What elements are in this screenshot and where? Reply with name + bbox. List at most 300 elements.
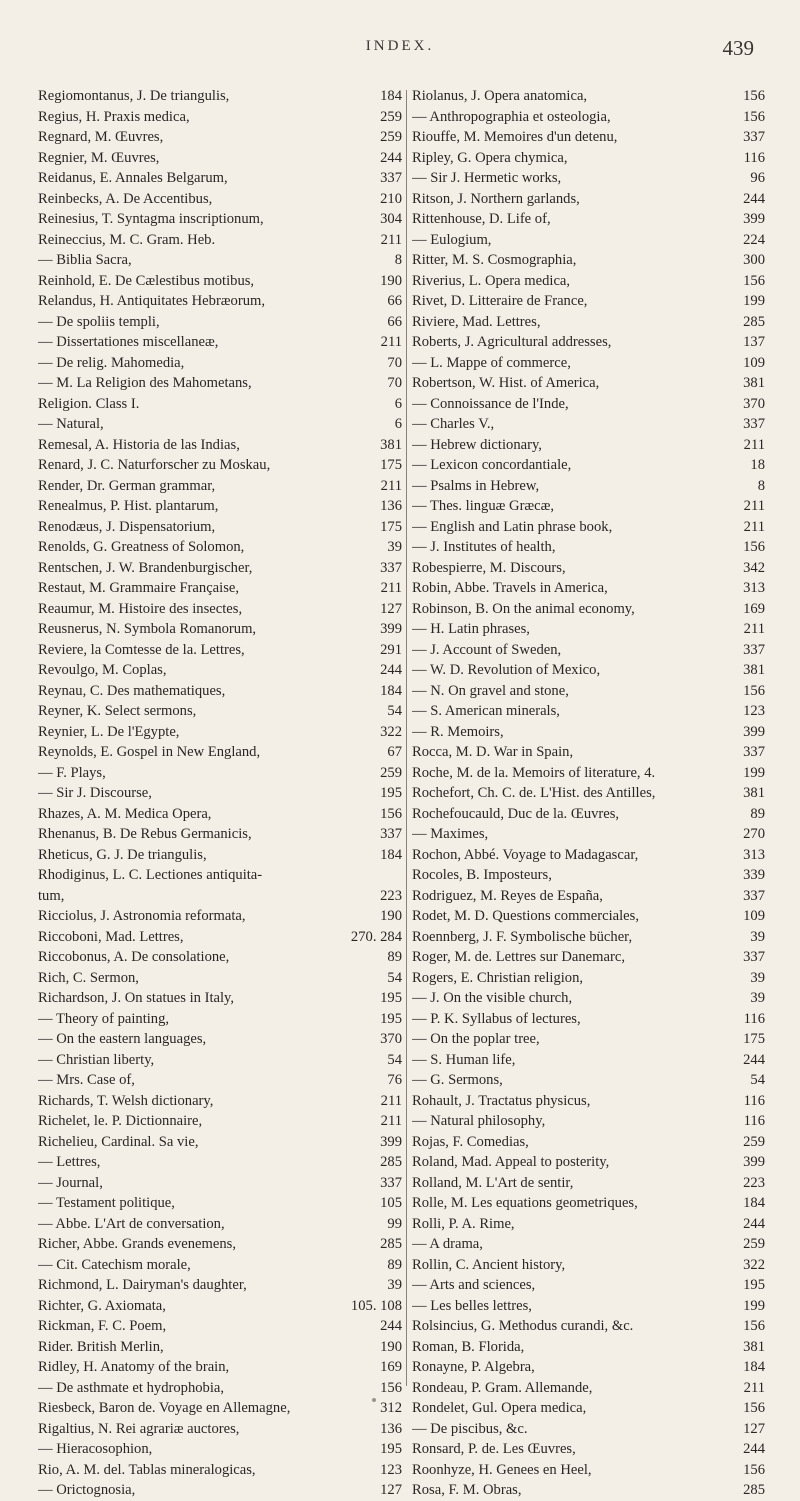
index-entry — [412, 373, 765, 394]
entry-text: — S. Human life, — [412, 1051, 516, 1068]
entry-page-ref: 211 — [380, 477, 402, 494]
entry-page-ref: 190 — [380, 908, 402, 924]
entry-text: Riccoboni, Mad. Lettres, — [38, 928, 184, 945]
index-entry — [38, 1357, 402, 1378]
entry-page-ref: 195 — [743, 1277, 765, 1293]
entry-page-ref: 156 — [743, 682, 765, 699]
index-entry — [38, 906, 402, 927]
entry-text: Rentschen, J. W. Brandenburgischer, — [38, 559, 253, 576]
entry-text: Reinesius, T. Syntagma inscriptionum, — [38, 211, 264, 227]
entry-text: Robertson, W. Hist. of America, — [412, 375, 600, 391]
running-head: INDEX. — [365, 38, 435, 54]
entry-page-ref: 381 — [743, 375, 765, 391]
entry-text: Rolsincius, G. Methodus curandi, &c. — [412, 1318, 634, 1334]
entry-text: Rochefort, Ch. C. de. L'Hist. des Antilles, — [412, 785, 656, 801]
entry-text: Reynau, C. Des mathematiques, — [38, 682, 226, 699]
entry-page-ref: 109 — [743, 354, 765, 371]
entry-page-ref: 211 — [380, 334, 402, 350]
entry-page-ref: 39 — [750, 990, 765, 1006]
entry-page-ref: 322 — [743, 1256, 765, 1273]
entry-page-ref: 156 — [743, 108, 765, 125]
index-entry — [412, 824, 765, 845]
index-entry — [38, 1439, 402, 1460]
entry-page-ref: 322 — [380, 723, 402, 740]
entry-page-ref: 211 — [380, 1113, 402, 1129]
entry-text: — J. Institutes of health, — [412, 539, 556, 555]
entry-text: Rondelet, Gul. Opera medica, — [412, 1400, 587, 1416]
entry-page-ref: 123 — [743, 703, 765, 719]
entry-page-ref: 156 — [380, 1379, 402, 1396]
index-entry — [412, 1378, 765, 1399]
index-entry — [38, 537, 402, 558]
entry-page-ref: 136 — [380, 498, 402, 514]
entry-text: Revoulgo, M. Coplas, — [38, 662, 167, 678]
entry-text: Renolds, G. Greatness of Solomon, — [38, 539, 245, 555]
entry-page-ref: 244 — [743, 1215, 765, 1232]
entry-page-ref: 195 — [380, 785, 402, 801]
index-entry — [38, 1152, 402, 1173]
entry-text: — Hieracosophion, — [38, 1441, 153, 1457]
entry-text: Roennberg, J. F. Symbolische bücher, — [412, 928, 633, 945]
entry-text: Ritson, J. Northern garlands, — [412, 190, 580, 207]
entry-page-ref: 67 — [387, 744, 402, 760]
entry-text: — Sir J. Hermetic works, — [412, 170, 562, 186]
entry-text: Roberts, J. Agricultural addresses, — [412, 334, 612, 350]
entry-text: Roman, B. Florida, — [412, 1338, 525, 1355]
entry-text: Ronayne, P. Algebra, — [412, 1359, 535, 1375]
index-entry — [38, 107, 402, 128]
entry-page-ref: 291 — [380, 641, 402, 658]
entry-text: — Lexicon concordantiale, — [412, 457, 572, 473]
index-entry — [412, 640, 765, 661]
entry-text: — Anthropographia et osteologia, — [412, 108, 611, 125]
entry-text: Reaumur, M. Histoire des insectes, — [38, 600, 243, 617]
index-entry — [38, 1050, 402, 1071]
entry-text: — On the eastern languages, — [38, 1031, 207, 1047]
entry-page-ref: 175 — [743, 1031, 765, 1047]
entry-page-ref: 199 — [743, 764, 765, 781]
index-entry — [412, 1357, 765, 1378]
entry-page-ref: 399 — [743, 1154, 765, 1170]
entry-page-ref: 18 — [750, 457, 765, 473]
entry-text: — Psalms in Hebrew, — [412, 477, 540, 494]
index-entry — [38, 681, 402, 702]
index-entry — [38, 127, 402, 148]
entry-text: Rocoles, B. Imposteurs, — [412, 867, 552, 883]
index-entry — [412, 1111, 765, 1132]
index-entry — [412, 476, 765, 497]
index-entry — [412, 312, 765, 333]
entry-text: Roche, M. de la. Memoirs of literature, 4. — [412, 764, 656, 781]
index-entry — [38, 722, 402, 743]
index-entry — [412, 1173, 765, 1194]
entry-text: Richelieu, Cardinal. Sa vie, — [38, 1133, 199, 1150]
entry-text: Rodet, M. D. Questions commerciales, — [412, 908, 639, 924]
entry-text: Regiomontanus, J. De triangulis, — [38, 88, 230, 104]
entry-text: Reinbecks, A. De Accentibus, — [38, 190, 213, 207]
index-entry — [38, 660, 402, 681]
entry-text: Rittenhouse, D. Life of, — [412, 211, 551, 227]
index-entry — [38, 1132, 402, 1153]
index-entry — [38, 824, 402, 845]
index-entry — [38, 1480, 402, 1501]
entry-page-ref: 137 — [743, 334, 765, 350]
entry-text: Robespierre, M. Discours, — [412, 559, 566, 576]
entry-text: Rogers, E. Christian religion, — [412, 969, 584, 986]
entry-page-ref: 342 — [743, 559, 765, 576]
entry-text: — Mrs. Case of, — [38, 1072, 135, 1088]
index-entry — [38, 332, 402, 353]
entry-page-ref: 96 — [750, 170, 765, 186]
entry-text: Rojas, F. Comedias, — [412, 1133, 529, 1150]
entry-text: Rollin, C. Ancient history, — [412, 1256, 566, 1273]
entry-text: Rivet, D. Litteraire de France, — [412, 293, 588, 309]
index-entry — [412, 1009, 765, 1030]
entry-page-ref: 76 — [387, 1072, 402, 1088]
entry-text: — De asthmate et hydrophobia, — [38, 1379, 225, 1396]
entry-text: — Eulogium, — [412, 231, 492, 248]
entry-page-ref: 105. 108 — [350, 1297, 402, 1314]
entry-page-ref: 39 — [387, 1277, 402, 1293]
index-entry — [412, 455, 765, 476]
index-entry — [412, 968, 765, 989]
entry-text: — Biblia Sacra, — [38, 252, 132, 268]
entry-page-ref: 381 — [743, 1338, 765, 1355]
index-entry — [412, 394, 765, 415]
entry-page-ref: 39 — [750, 969, 765, 986]
index-entry — [412, 230, 765, 251]
index-entry — [38, 1398, 402, 1419]
index-entry — [38, 1173, 402, 1194]
index-entry — [412, 660, 765, 681]
index-entry — [38, 578, 402, 599]
entry-page-ref: 259 — [743, 1236, 765, 1252]
index-entry — [412, 742, 765, 763]
entry-page-ref: 195 — [380, 990, 402, 1006]
index-entry — [38, 517, 402, 538]
index-entry — [412, 906, 765, 927]
index-entry — [38, 558, 402, 579]
entry-page-ref: 109 — [743, 908, 765, 924]
entry-text: — N. On gravel and stone, — [412, 682, 569, 699]
entry-text: Roonhyze, H. Genees en Heel, — [412, 1461, 592, 1478]
entry-text: — English and Latin phrase book, — [412, 518, 613, 535]
index-entry — [38, 230, 402, 251]
entry-page-ref: 370 — [743, 395, 765, 412]
entry-page-ref: 54 — [387, 1051, 402, 1068]
entry-page-ref: 136 — [380, 1420, 402, 1437]
entry-page-ref: 195 — [380, 1441, 402, 1457]
entry-page-ref: 116 — [743, 1010, 765, 1027]
index-entry — [412, 189, 765, 210]
entry-page-ref: 399 — [743, 723, 765, 740]
index-entry — [38, 988, 402, 1009]
index-entry — [412, 1091, 765, 1112]
entry-page-ref: 89 — [387, 949, 402, 965]
entry-page-ref: 285 — [380, 1236, 402, 1252]
index-entry — [412, 845, 765, 866]
entry-page-ref: 116 — [743, 1092, 765, 1109]
index-entry — [38, 1009, 402, 1030]
index-entry — [38, 168, 402, 189]
index-entry — [412, 414, 765, 435]
entry-page-ref: 6 — [394, 416, 402, 432]
entry-page-ref: 337 — [380, 559, 402, 576]
entry-page-ref: 184 — [380, 88, 402, 104]
entry-text: Roger, M. de. Lettres sur Danemarc, — [412, 949, 625, 965]
index-entry — [412, 1152, 765, 1173]
entry-text: Rheticus, G. J. De triangulis, — [38, 846, 207, 863]
entry-text: — Abbe. L'Art de conversation, — [38, 1215, 225, 1232]
entry-text: — P. K. Syllabus of lectures, — [412, 1010, 581, 1027]
index-entry — [38, 1214, 402, 1235]
entry-text: — Theory of painting, — [38, 1010, 170, 1027]
entry-page-ref: 399 — [743, 211, 765, 227]
entry-page-ref: 223 — [380, 887, 402, 904]
index-entry — [412, 619, 765, 640]
entry-page-ref: 127 — [380, 1482, 402, 1498]
entry-text: Rickman, F. C. Poem, — [38, 1318, 167, 1334]
entry-text: Render, Dr. German grammar, — [38, 477, 216, 494]
entry-page-ref: 259 — [380, 129, 402, 145]
entry-page-ref: 381 — [743, 785, 765, 801]
entry-text: — De relig. Mahomedia, — [38, 354, 185, 371]
entry-text: Riouffe, M. Memoires d'un detenu, — [412, 129, 618, 145]
entry-text: Religion. Class I. — [38, 395, 140, 412]
left-index-column — [38, 86, 402, 1501]
index-entry — [412, 1193, 765, 1214]
entry-page-ref: 199 — [743, 1297, 765, 1314]
index-entry — [412, 1460, 765, 1481]
entry-text: Relandus, H. Antiquitates Hebræorum, — [38, 293, 265, 309]
entry-text: Ripley, G. Opera chymica, — [412, 149, 568, 166]
entry-page-ref: 337 — [380, 1174, 402, 1191]
entry-text: Riccobonus, A. De consolatione, — [38, 949, 230, 965]
index-entry — [412, 1439, 765, 1460]
index-entry — [412, 1316, 765, 1337]
index-entry — [412, 168, 765, 189]
index-entry — [412, 1070, 765, 1091]
index-entry — [412, 1029, 765, 1050]
entry-page-ref: 224 — [743, 231, 765, 248]
entry-page-ref: 337 — [380, 826, 402, 842]
entry-text: Reusnerus, N. Symbola Romanorum, — [38, 621, 257, 637]
entry-page-ref: 285 — [743, 1482, 765, 1498]
index-entry — [38, 845, 402, 866]
entry-text: Rio, A. M. del. Tablas mineralogicas, — [38, 1461, 256, 1478]
entry-page-ref: 156 — [743, 539, 765, 555]
index-entry — [38, 1275, 402, 1296]
entry-text: — Charles V., — [412, 416, 495, 432]
entry-text: Richmond, L. Dairyman's daughter, — [38, 1277, 247, 1293]
entry-page-ref: 259 — [380, 764, 402, 781]
entry-text: Roland, Mad. Appeal to posterity, — [412, 1154, 610, 1170]
entry-text: Reynier, L. De l'Egypte, — [38, 723, 180, 740]
index-entry — [38, 271, 402, 292]
entry-text: — R. Memoirs, — [412, 723, 504, 740]
entry-page-ref: 54 — [387, 969, 402, 986]
entry-page-ref: 223 — [743, 1174, 765, 1191]
index-entry — [38, 1091, 402, 1112]
entry-page-ref: 105 — [380, 1195, 402, 1211]
entry-text: Rohault, J. Tractatus physicus, — [412, 1092, 591, 1109]
index-entry — [412, 722, 765, 743]
index-entry — [412, 271, 765, 292]
entry-page-ref: 195 — [380, 1010, 402, 1027]
index-entry — [412, 107, 765, 128]
entry-page-ref: 175 — [380, 457, 402, 473]
entry-page-ref: 169 — [743, 600, 765, 617]
entry-page-ref: 285 — [380, 1154, 402, 1170]
index-entry — [412, 1398, 765, 1419]
index-entry — [412, 681, 765, 702]
entry-page-ref: 70 — [387, 354, 402, 371]
entry-text: Rochon, Abbé. Voyage to Madagascar, — [412, 846, 639, 863]
index-entry — [38, 619, 402, 640]
entry-text: tum, — [38, 887, 65, 904]
index-entry — [38, 353, 402, 374]
entry-text: — On the poplar tree, — [412, 1031, 540, 1047]
entry-text: — Les belles lettres, — [412, 1297, 532, 1314]
entry-page-ref: 211 — [380, 1092, 402, 1109]
entry-page-ref: 211 — [743, 518, 765, 535]
index-entry — [412, 332, 765, 353]
entry-page-ref: 8 — [757, 477, 765, 494]
entry-text: Rondeau, P. Gram. Allemande, — [412, 1379, 593, 1396]
entry-text: — A drama, — [412, 1236, 483, 1252]
entry-text: — Arts and sciences, — [412, 1277, 536, 1293]
index-entry — [38, 701, 402, 722]
index-entry — [38, 250, 402, 271]
entry-text: — De piscibus, &c. — [412, 1420, 528, 1437]
entry-text: — Natural, — [38, 416, 104, 432]
entry-text: Rochefoucauld, Duc de la. Œuvres, — [412, 805, 620, 822]
entry-page-ref: 399 — [380, 1133, 402, 1150]
entry-text: Rider. British Merlin, — [38, 1338, 164, 1355]
entry-page-ref: 270. 284 — [350, 928, 402, 945]
index-entry — [412, 1234, 765, 1255]
entry-page-ref: 116 — [743, 1113, 765, 1129]
entry-page-ref: 259 — [380, 108, 402, 125]
entry-page-ref: 184 — [743, 1359, 765, 1375]
page-number: 439 — [722, 36, 754, 60]
index-entry — [412, 886, 765, 907]
entry-page-ref: 270 — [743, 826, 765, 842]
index-entry — [38, 865, 402, 886]
entry-page-ref: 156 — [743, 1461, 765, 1478]
index-entry — [38, 1255, 402, 1276]
index-entry — [38, 1234, 402, 1255]
entry-page-ref: 89 — [750, 805, 765, 822]
entry-page-ref: 244 — [380, 1318, 402, 1334]
entry-page-ref: 337 — [743, 949, 765, 965]
entry-page-ref: 184 — [380, 846, 402, 863]
entry-text: Robinson, B. On the animal economy, — [412, 600, 635, 617]
entry-text: Richter, G. Axiomata, — [38, 1297, 166, 1314]
entry-text: Reineccius, M. C. Gram. Heb. — [38, 231, 216, 248]
entry-text: Rhazes, A. M. Medica Opera, — [38, 805, 212, 822]
entry-text: — F. Plays, — [38, 764, 106, 781]
entry-text: Ritter, M. S. Cosmographia, — [412, 252, 577, 268]
entry-page-ref: 54 — [750, 1072, 765, 1088]
index-entry — [38, 414, 402, 435]
index-entry — [412, 1296, 765, 1317]
entry-page-ref: 199 — [743, 293, 765, 309]
entry-page-ref: 156 — [743, 88, 765, 104]
entry-text: — H. Latin phrases, — [412, 621, 530, 637]
entry-page-ref: 99 — [387, 1215, 402, 1232]
column-divider — [406, 90, 407, 1386]
index-entry — [38, 783, 402, 804]
entry-text: — Dissertationes miscellaneæ, — [38, 334, 219, 350]
index-entry — [38, 927, 402, 948]
entry-text: — Lettres, — [38, 1154, 101, 1170]
entry-page-ref: 244 — [743, 1051, 765, 1068]
entry-text: Rolle, M. Les equations geometriques, — [412, 1195, 638, 1211]
index-entry — [38, 968, 402, 989]
entry-page-ref: 370 — [380, 1031, 402, 1047]
entry-page-ref: 175 — [380, 518, 402, 535]
entry-text: Reinhold, E. De Cælestibus motibus, — [38, 272, 255, 289]
entry-page-ref: 116 — [743, 149, 765, 166]
entry-page-ref: 381 — [743, 662, 765, 678]
entry-text: — Natural philosophy, — [412, 1113, 546, 1129]
entry-text: Regius, H. Praxis medica, — [38, 108, 190, 125]
index-entry — [38, 599, 402, 620]
index-entry — [412, 578, 765, 599]
entry-text: Remesal, A. Historia de las Indias, — [38, 436, 240, 453]
entry-page-ref: 190 — [380, 272, 402, 289]
index-entry — [412, 804, 765, 825]
entry-page-ref: 123 — [380, 1461, 402, 1478]
entry-page-ref: 313 — [743, 580, 765, 596]
index-entry — [38, 148, 402, 169]
entry-page-ref: 89 — [387, 1256, 402, 1273]
entry-text: — M. La Religion des Mahometans, — [38, 375, 252, 391]
entry-text: Reyner, K. Select sermons, — [38, 703, 197, 719]
entry-text: Rhodiginus, L. C. Lectiones antiquita- — [38, 867, 263, 883]
entry-page-ref: 54 — [387, 703, 402, 719]
index-entry — [412, 1419, 765, 1440]
entry-text: Renodæus, J. Dispensatorium, — [38, 518, 216, 535]
entry-text: — Connoissance de l'Inde, — [412, 395, 569, 412]
entry-page-ref: 211 — [380, 231, 402, 248]
index-entry — [412, 865, 765, 886]
entry-text: Ronsard, P. de. Les Œuvres, — [412, 1441, 576, 1457]
entry-page-ref: 127 — [380, 600, 402, 617]
entry-page-ref: 399 — [380, 621, 402, 637]
entry-text: — Orictognosia, — [38, 1482, 136, 1498]
entry-page-ref: 66 — [387, 313, 402, 330]
entry-text: — S. American minerals, — [412, 703, 560, 719]
index-entry — [412, 558, 765, 579]
index-entry — [412, 435, 765, 456]
index-entry — [38, 1337, 402, 1358]
entry-text: Richards, T. Welsh dictionary, — [38, 1092, 214, 1109]
index-entry — [412, 599, 765, 620]
index-entry — [38, 86, 402, 107]
index-entry — [38, 1193, 402, 1214]
index-entry — [412, 701, 765, 722]
index-entry — [38, 455, 402, 476]
entry-page-ref: 312 — [380, 1400, 402, 1416]
entry-text: — Testament politique, — [38, 1195, 175, 1211]
entry-text: Reidanus, E. Annales Belgarum, — [38, 170, 228, 186]
index-entry — [38, 640, 402, 661]
entry-text: — L. Mappe of commerce, — [412, 354, 571, 371]
index-entry — [412, 517, 765, 538]
entry-page-ref: 339 — [743, 867, 765, 883]
